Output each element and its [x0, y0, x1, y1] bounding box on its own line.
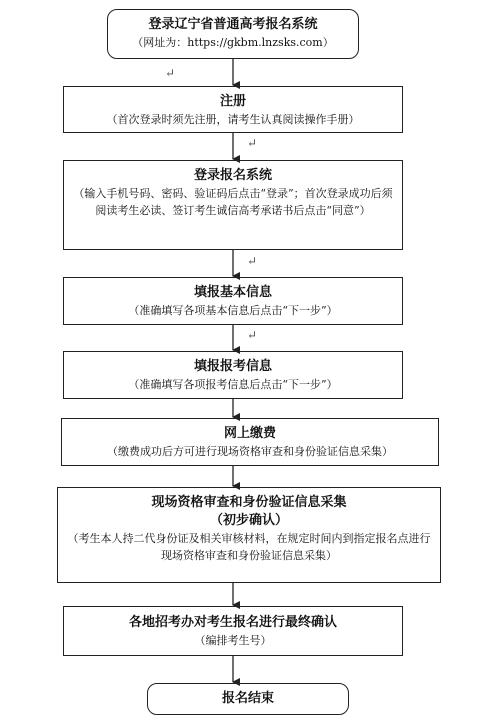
- step-title: 登录报名系统: [193, 168, 272, 183]
- step-subtitle: （首次登录时须先注册，请考生认真阅读操作手册）: [106, 113, 360, 126]
- step-title: 各地招考办对考生报名进行最终确认: [128, 615, 337, 630]
- step-title: 登录辽宁省普通高考报名系统: [148, 17, 318, 32]
- step-subtitle: （网址为：https://gkbm.lnzsks.com）: [132, 36, 334, 49]
- step-title: 现场资格审查和身份验证信息采集: [151, 495, 347, 510]
- step-subtitle: （缴费成功后方可进行现场资格审查和身份验证信息采集）: [107, 445, 393, 458]
- step-subtitle: （编排考生号）: [194, 634, 272, 647]
- step-subtitle: （准确填写各项基本信息后点击“下一步”）: [128, 304, 338, 317]
- paragraph-mark: ↵: [247, 136, 258, 150]
- step-subtitle: （输入手机号码、密码、验证码后点击“登录”；首次登录成功后须阅读考生必读、签订考生诚信高考承诺书后点击“同意”）: [73, 187, 393, 217]
- step-title: 报名结束: [221, 691, 274, 706]
- paragraph-mark: ↵: [165, 66, 176, 80]
- step-subtitle: （考生本人持二代身份证及相关审核材料，在规定时间内到指定报名点进行现场资格审查和身份验证信息采集）: [67, 532, 431, 562]
- paragraph-mark: ↵: [247, 254, 258, 268]
- step-title: 填报基本信息: [193, 285, 272, 300]
- step-title: 填报报考信息: [193, 359, 272, 374]
- step-title: 注册: [219, 94, 246, 109]
- step-subtitle: （准确填写各项报考信息后点击“下一步”）: [128, 378, 338, 391]
- step-title-note: （初步确认）: [209, 513, 288, 528]
- step-title: 网上缴费: [223, 426, 276, 441]
- paragraph-mark: ↵: [247, 328, 258, 342]
